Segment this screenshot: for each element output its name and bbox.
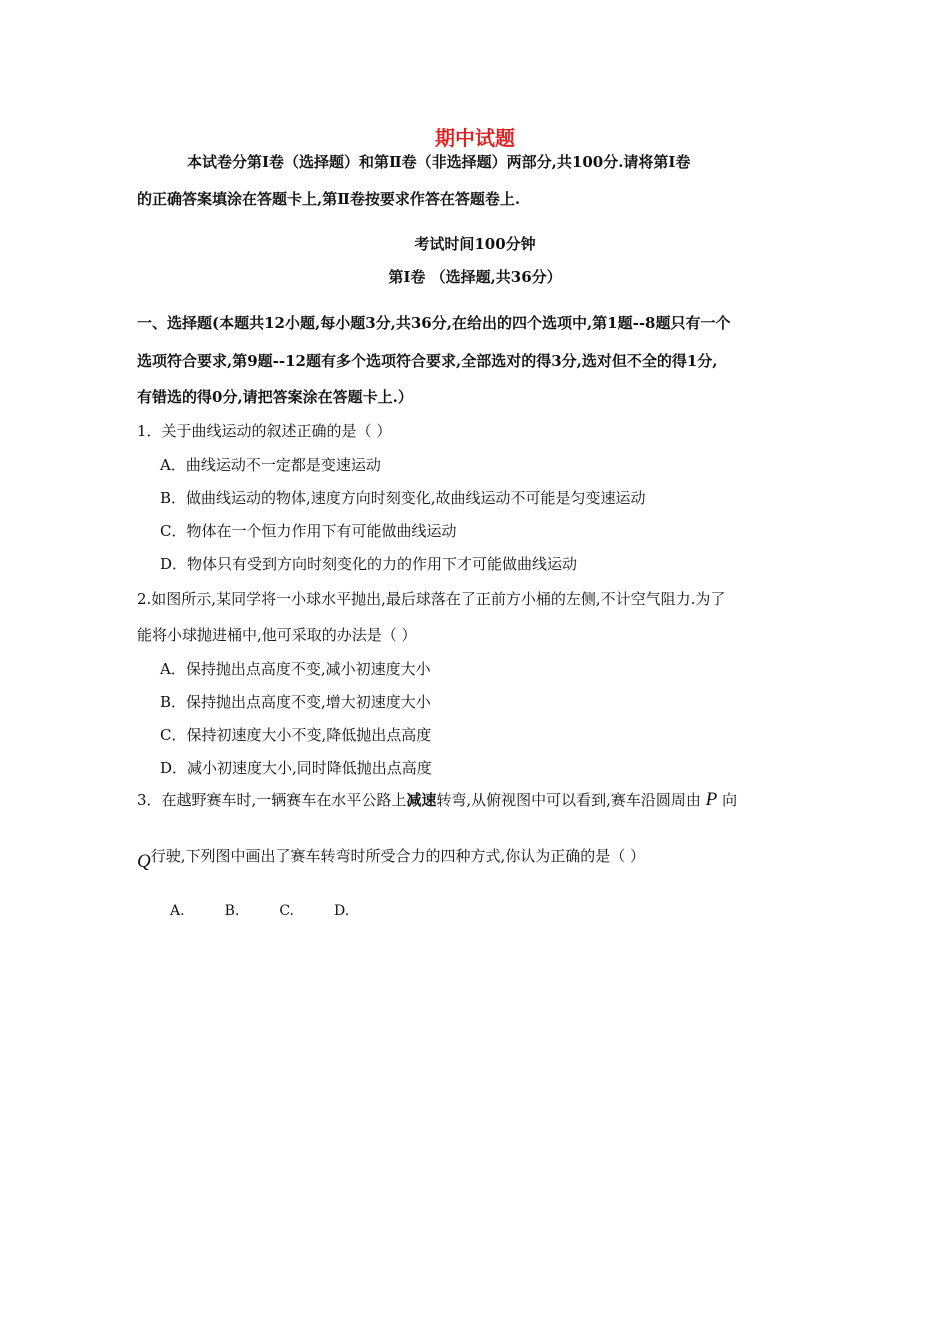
- section-instructions-line-2: 选项符合要求,第9题--12题有多个选项符合要求,全部选对的得3分,选对但不全的得1分,: [137, 352, 718, 370]
- page-title: 期中试题: [435, 126, 515, 150]
- question-3-stem-part-b: 转弯,从俯视图中可以看到,赛车沿圆周由: [436, 791, 701, 809]
- question-3-stem-part-a: 3．在越野赛车时,一辆赛车在水平公路上: [137, 791, 407, 809]
- question-3-choice-a: A.: [170, 903, 185, 919]
- question-3-stem-part-d: 行驶,下列图中画出了赛车转弯时所受合力的四种方式,你认为正确的是（ ）: [150, 847, 646, 865]
- question-3-stem-part-c: 向: [722, 791, 738, 809]
- question-1-option-b: B．做曲线运动的物体,速度方向时刻变化,故曲线运动不可能是匀变速运动: [160, 489, 646, 507]
- question-1-stem: 1．关于曲线运动的叙述正确的是（ ）: [137, 422, 392, 440]
- question-2-stem-line-2: 能将小球抛进桶中,他可采取的办法是（ ）: [137, 626, 417, 644]
- section-instructions-line-1: 一、选择题(本题共12小题,每小题3分,共36分,在给出的四个选项中,第1题--8题只有一个: [137, 314, 731, 332]
- question-3-emphasis: 减速: [406, 791, 437, 809]
- question-2-option-d: D．减小初速度大小,同时降低抛出点高度: [160, 759, 432, 777]
- question-3-choices: [170, 900, 389, 921]
- intro-line-2: 的正确答案填涂在答题卡上,第Ⅱ卷按要求作答在答题卷上.: [137, 190, 521, 208]
- question-2-option-c: C．保持初速度大小不变,降低抛出点高度: [160, 726, 432, 744]
- section-instructions-line-3: 有错选的得0分,请把答案涂在答题卡上.）: [137, 388, 413, 406]
- question-3-choice-d: D.: [333, 903, 350, 919]
- question-2-option-b: B．保持抛出点高度不变,增大初速度大小: [160, 693, 431, 711]
- part-heading: 第Ⅰ卷 （选择题,共36分）: [388, 268, 562, 286]
- variable-q: Q: [137, 851, 151, 872]
- intro-line-1: 本试卷分第Ⅰ卷（选择题）和第Ⅱ卷（非选择题）两部分,共100分.请将第Ⅰ卷: [187, 153, 691, 171]
- question-1-option-a: A．曲线运动不一定都是变速运动: [160, 456, 381, 474]
- question-2-stem-line-1: 2.如图所示,某同学将一小球水平抛出,最后球落在了正前方小桶的左侧,不计空气阻力.为了: [137, 590, 726, 608]
- question-2-option-a: A．保持抛出点高度不变,减小初速度大小: [160, 660, 431, 678]
- variable-p: P: [705, 789, 718, 810]
- question-3-choice-b: B.: [224, 903, 240, 919]
- question-3-stem-line-2: [137, 846, 646, 872]
- question-1-option-d: D．物体只有受到方向时刻变化的力的作用下才可能做曲线运动: [160, 555, 578, 573]
- question-3-choice-c: C.: [279, 903, 294, 919]
- question-3-stem-line-1: [137, 790, 737, 810]
- exam-time: 考试时间100分钟: [414, 235, 536, 253]
- question-1-option-c: C．物体在一个恒力作用下有可能做曲线运动: [160, 522, 457, 540]
